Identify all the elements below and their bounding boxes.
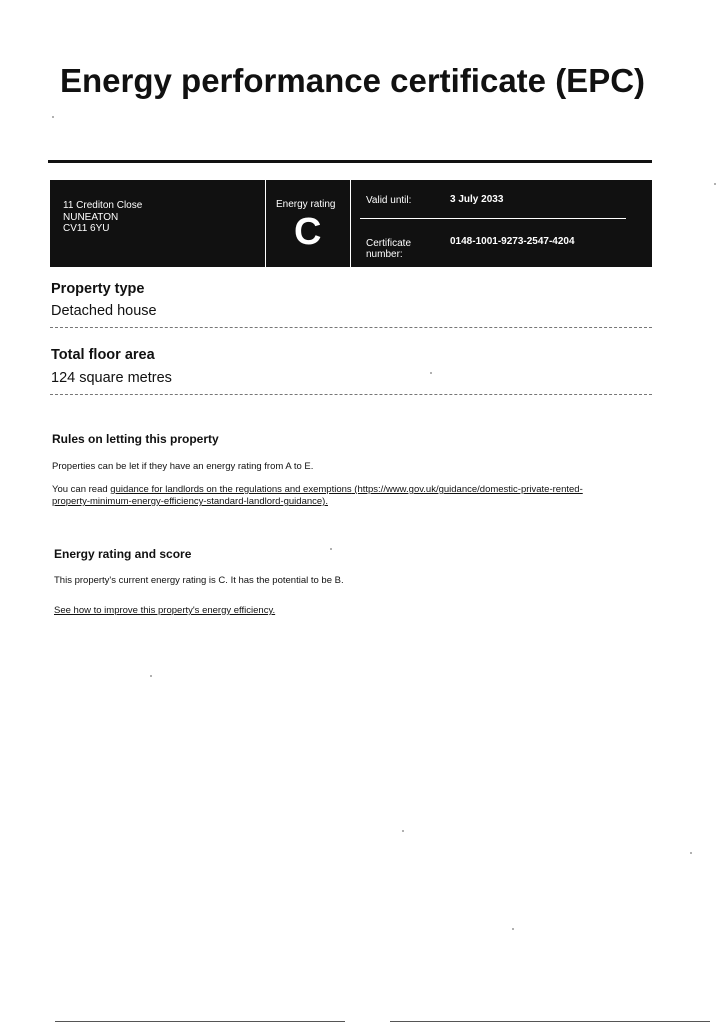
address-block [63, 200, 142, 235]
summary-banner [50, 180, 652, 267]
landlord-guidance-url[interactable]: (https://www.gov.uk/guidance/domestic-private-rented- [351, 484, 583, 495]
property-type-value: Detached house [51, 303, 157, 319]
energy-rating-value: C [294, 211, 322, 253]
improve-efficiency-link[interactable]: See how to improve this property's energy efficiency. [54, 605, 276, 616]
property-type-heading: Property type [51, 281, 145, 297]
scan-edge-line [390, 1021, 710, 1022]
certificate-number-value: 0148-1001-9273-2547-4204 [450, 236, 575, 247]
address-line-1: 11 Crediton Close [63, 200, 143, 211]
scan-speck [714, 183, 716, 185]
energy-rating-score-heading: Energy rating and score [54, 547, 192, 561]
address-line-2: NUNEATON [63, 211, 119, 223]
certificate-number-label: Certificate number: [366, 238, 412, 260]
energy-rating-label: Energy rating [276, 199, 336, 210]
section-divider [50, 327, 652, 328]
landlord-guidance-url-cont[interactable]: property-minimum-energy-efficiency-standard-landlord-guidance). [52, 496, 328, 507]
banner-row-divider [360, 218, 626, 219]
scan-speck [690, 852, 692, 854]
page-title: Energy performance certificate (EPC) [60, 62, 646, 99]
landlord-guidance-prefix: You can read [52, 484, 111, 495]
energy-rating-score-text: This property's current energy rating is C. It has the potential to be B. [54, 575, 344, 586]
title-rule [48, 160, 652, 163]
valid-until-label: Valid until: [366, 195, 412, 206]
letting-rules-text: Properties can be let if they have an energy rating from A to E. [52, 461, 314, 472]
landlord-guidance-link[interactable]: guidance for landlords on the regulations and exemptions [110, 484, 352, 495]
address-line-3: CV11 6YU [63, 223, 110, 234]
scan-speck [402, 830, 404, 832]
scan-speck [512, 928, 514, 930]
banner-divider [350, 180, 351, 267]
scan-speck [150, 675, 152, 677]
scan-speck [430, 372, 432, 374]
scan-edge-line [55, 1021, 345, 1022]
scan-speck [52, 116, 54, 118]
valid-until-value: 3 July 2033 [450, 194, 504, 205]
floor-area-value: 124 square metres [51, 370, 172, 386]
banner-divider [265, 180, 266, 267]
letting-rules-heading: Rules on letting this property [52, 432, 219, 446]
section-divider [50, 394, 652, 395]
scan-speck [330, 548, 332, 550]
floor-area-heading: Total floor area [51, 347, 155, 363]
landlord-guidance-paragraph [52, 484, 652, 508]
